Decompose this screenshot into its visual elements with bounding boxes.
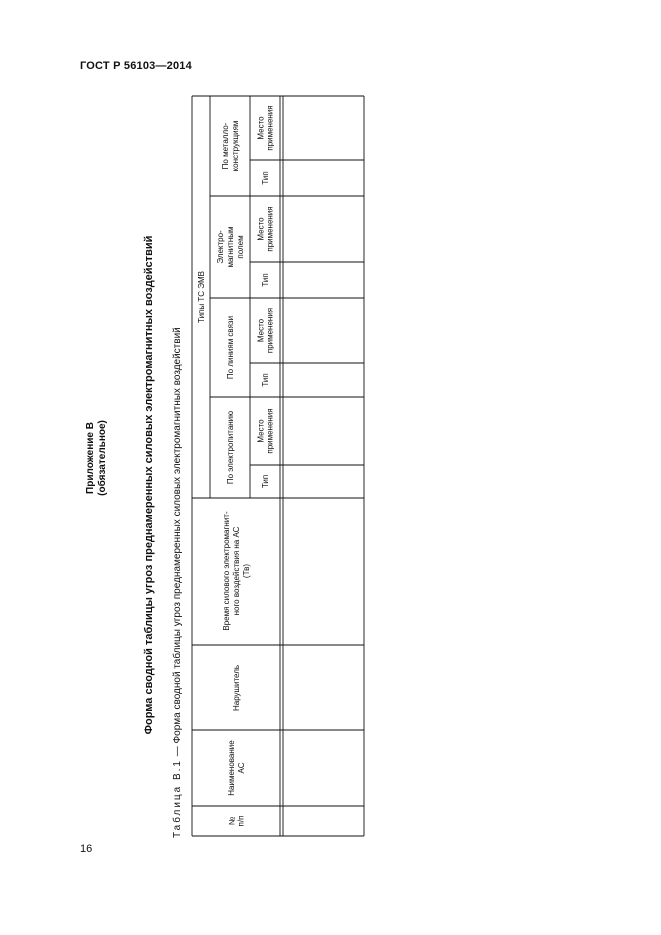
header-emv-types-line: Типы ТС ЭМВ: [197, 271, 206, 323]
header-type-3-line: Тип: [261, 171, 270, 185]
header-place-0-line: Место: [256, 419, 266, 443]
header-place-1-line: Место: [256, 318, 266, 343]
header-place-2-line: применения: [265, 206, 275, 252]
header-attack-time-line: ного воздействия на АС: [232, 526, 241, 616]
header-attack-time: [222, 511, 251, 631]
header-group-0-line: По электропитанию: [226, 410, 235, 485]
header-group-2: [216, 226, 245, 267]
form-title: Форма сводной таблицы угроз преднамеренных силовых электромагнитных воздействий: [143, 235, 155, 735]
header-number: [228, 816, 246, 827]
header-attack-time-line: (Тв): [242, 563, 251, 579]
header-place-3-line: применения: [265, 105, 275, 151]
header-group-3-line: По металло-: [221, 122, 230, 170]
header-violator: [232, 665, 241, 711]
document-code: ГОСТ Р 56103—2014: [80, 60, 192, 72]
header-group-2-line: полем: [236, 235, 245, 259]
header-emv-types: [197, 271, 206, 323]
table-caption-prefix: Таблица В.1: [172, 759, 183, 838]
appendix-status: (обязательное): [97, 420, 108, 496]
header-place-3: [257, 105, 275, 150]
header-place-2-line: Место: [256, 217, 266, 241]
header-type-0: [261, 475, 270, 488]
header-place-0: [257, 408, 275, 453]
header-type-1: [261, 373, 270, 386]
header-violator-line: Нарушитель: [232, 664, 241, 712]
appendix-title: Приложение В: [85, 422, 96, 494]
header-place-2: [257, 206, 275, 251]
header-type-1-line: Тип: [261, 373, 270, 387]
header-group-2-line: Электро-: [216, 230, 225, 264]
table-caption-text: — Форма сводной таблицы угроз преднамеренных силовых электромагнитных воздействий: [172, 327, 183, 759]
header-group-1: [226, 316, 235, 379]
header-place-0-line: применения: [265, 408, 275, 454]
header-place-3-line: Место: [256, 116, 266, 140]
header-type-2: [261, 273, 270, 286]
page-number: 16: [80, 843, 93, 855]
header-group-2-line: магнитным: [226, 226, 235, 268]
header-group-0: [226, 411, 235, 484]
header-as-name: [227, 740, 246, 796]
header-as-name-line: АС: [237, 762, 246, 774]
header-group-1-line: По линиям связи: [226, 315, 235, 380]
header-number-line: п/п: [236, 815, 246, 827]
header-place-1-line: применения: [265, 307, 275, 354]
header-attack-time-line: Время силового электромагнит-: [222, 511, 231, 631]
header-place-1: [257, 308, 275, 353]
header-as-name-line: Наименование: [227, 740, 236, 796]
header-type-3: [261, 171, 270, 184]
header-group-3-line: конструкциям: [231, 120, 240, 172]
header-type-2-line: Тип: [261, 273, 270, 287]
header-number-line: №: [227, 816, 237, 826]
header-group-3: [221, 121, 240, 172]
header-type-0-line: Тип: [261, 474, 270, 489]
